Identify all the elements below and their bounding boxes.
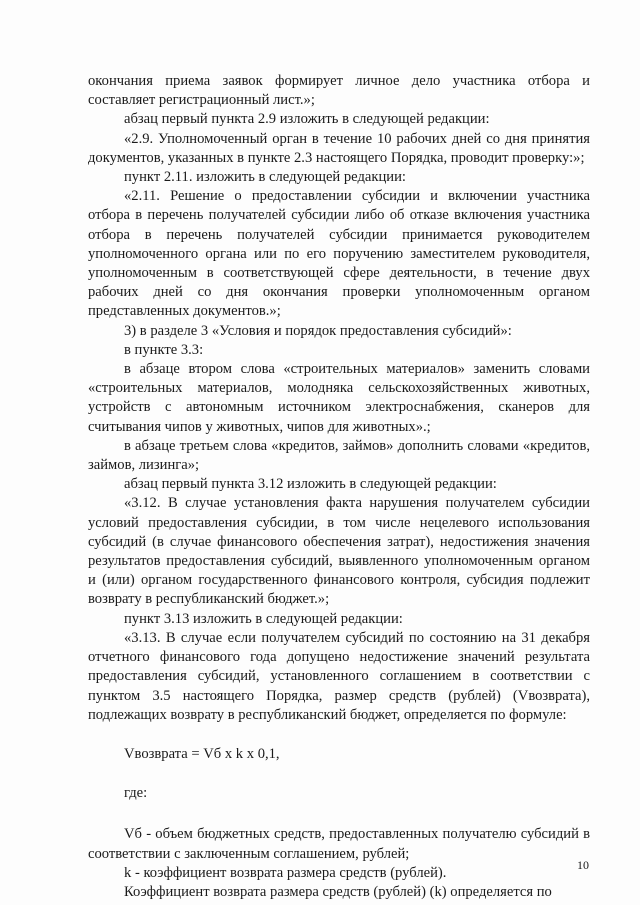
paragraph-item-3-13-instruction: пункт 3.13 изложить в следующей редакции:: [124, 610, 403, 627]
paragraph-item-3-13-text: «3.13. В случае если получателем субсидий по состоянию на 31 декабря отчетного финансового года допущено недостижение значений результата предоставления субсидий, установленного соглашением в соответствии с пунктом 3.5 настоящего Порядка, размер средств (рублей) (Vвозврата), подлежащих возврату в республиканский бюджет, определяется по формуле:: [88, 629, 590, 723]
paragraph-item-3-12-instruction: абзац первый пункта 3.12 изложить в следующей редакции:: [124, 476, 497, 493]
refund-formula: Vвозврата = Vб x k x 0,1,: [124, 745, 280, 762]
definition-k: k - коэффициент возврата размера средств (рублей).: [124, 864, 447, 881]
page-number: 10: [577, 858, 589, 872]
paragraph-section-3-heading: 3) в разделе 3 «Условия и порядок предоставления субсидий»:: [124, 322, 512, 339]
definition-vb: Vб - объем бюджетных средств, предоставленных получателю субсидий в соответствии с заключенным соглашением, рублей;: [88, 826, 590, 862]
paragraph-item-3-3-second: в абзаце втором слова «строительных материалов» заменить словами «строительных материалов, молодняка сельскохозяйственных животных, устройств с автономным источником электроснабжения, сканеров для считывания чипов у животных, чипов для животных».;: [88, 361, 590, 435]
document-body: [88, 72, 590, 902]
paragraph-item-2-9-text: «2.9. Уполномоченный орган в течение 10 рабочих дней со дня принятия документов, указанных в пункте 2.3 настоящего Порядка, проводит проверку:»;: [88, 130, 590, 166]
paragraph-continuation: окончания приема заявок формирует личное дело участника отбора и составляет регистрационный лист.»;: [88, 73, 590, 109]
paragraph-item-3-12-text: «3.12. В случае установления факта нарушения получателем субсидии условий предоставления субсидии, в том числе нецелевого использования субсидий (в случае финансового обеспечения затрат), недостижения значения результатов предоставления субсидий, выявленного уполномоченным органом и (или) органом государственного финансового контроля, субсидия подлежит возврату в республиканский бюджет.»;: [88, 495, 590, 608]
paragraph-item-2-9-instruction: абзац первый пункта 2.9 изложить в следующей редакции:: [124, 111, 490, 128]
definition-k-determination: Коэффициент возврата размера средств (рублей) (k) определяется по: [124, 883, 552, 900]
formula-where-label: где:: [124, 785, 148, 802]
paragraph-item-3-3-heading: в пункте 3.3:: [124, 341, 204, 358]
paragraph-item-2-11-instruction: пункт 2.11. изложить в следующей редакции:: [124, 169, 406, 186]
paragraph-item-2-11-text: «2.11. Решение о предоставлении субсидии и включении участника отбора в перечень получателей субсидии либо об отказе включения участника отбора в перечень получателей субсидии принимается руководителем уполномоченного органа или по его поручению заместителем руководителя, уполномоченным в соответствующей сфере деятельности, в течение двух рабочих дней со дня окончания проверки уполномоченным органом представленных документов.»;: [88, 188, 590, 320]
paragraph-item-3-3-third: в абзаце третьем слова «кредитов, займов» дополнить словами «кредитов, займов, лизинга»;: [88, 437, 590, 474]
